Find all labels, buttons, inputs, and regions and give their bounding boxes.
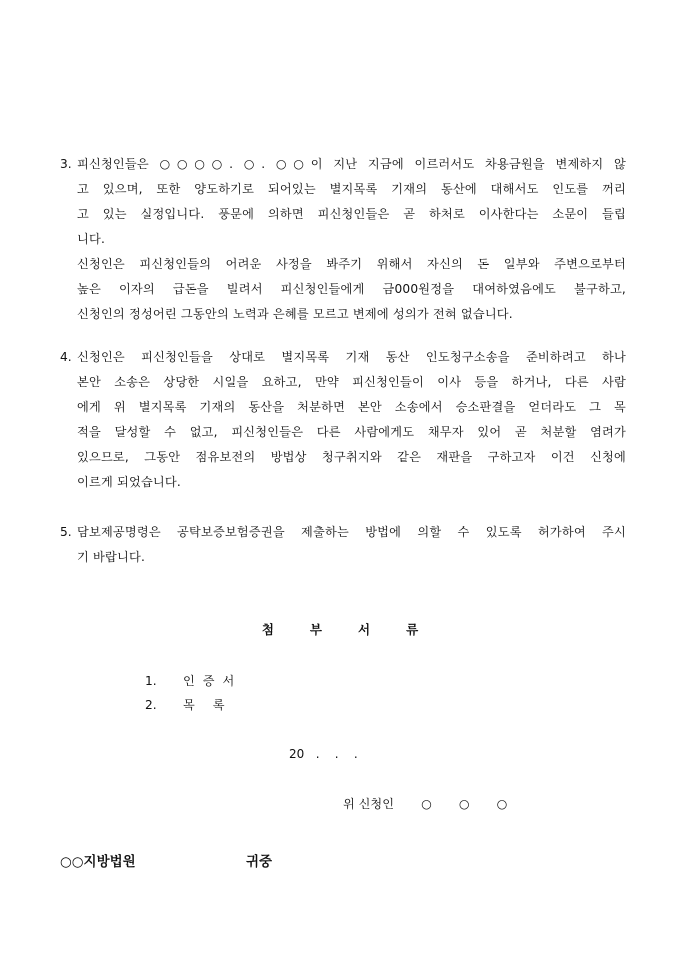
text-line: 담보제공명령은 공탁보증보험증권을 제출하는 방법에 의할 수 있도록 허가하여 주시 xyxy=(77,525,626,539)
section-4 xyxy=(60,345,626,495)
attachment-label: 인증서 xyxy=(183,674,243,688)
section-5 xyxy=(60,520,626,570)
text-line: 높은 이자의 급돈을 빌려서 피신청인들에게 금000원정을 대여하였음에도 불구하고, xyxy=(77,282,626,296)
date-line: 20 . . . xyxy=(289,747,358,761)
text-line: 본안 소송은 상당한 시일을 요하고, 만약 피신청인들이 이사 등을 하거나, 다른 사람 xyxy=(77,375,626,389)
court-suffix: 귀중 xyxy=(246,854,273,870)
applicant-signature-line: 위 신청인 ○ ○ ○ xyxy=(343,797,508,811)
section-5-body xyxy=(77,520,626,570)
section-3-body xyxy=(77,152,626,252)
text-line: 신청인은 피신청인들을 상대로 별지목록 기재 동산 인도청구소송을 준비하려고 하나 xyxy=(77,350,626,364)
text-line: 피신청인들은 ○○○○. ○. ○○이 지난 지금에 이르러서도 차용금원을 변제하지 않 xyxy=(77,157,626,171)
court-name: ○○지방법원 xyxy=(60,854,136,870)
text-line: 신청인의 정성어린 그동안의 노력과 은혜를 모르고 변제에 성의가 전혀 없습니다. xyxy=(77,307,513,321)
attachment-item xyxy=(145,672,242,689)
section-number: 3. xyxy=(60,157,72,171)
text-line: 신청인은 피신청인들의 어려운 사정을 봐주기 위해서 자신의 돈 일부와 주변으로부터 xyxy=(77,257,626,271)
attachment-number: 2. xyxy=(145,698,157,712)
text-line: 이르게 되었습니다. xyxy=(77,475,181,489)
text-line: 기 바랍니다. xyxy=(77,550,146,564)
text-line: 고 있는 실정입니다. 풍문에 의하면 피신청인들은 곧 하처로 이사한다는 소문이 들립 xyxy=(77,207,626,221)
attachment-label: 목록 xyxy=(183,698,243,712)
text-line: 적을 달성할 수 없고, 피신청인들은 다른 사람에게도 채무자 있어 곧 처분할 염려가 xyxy=(77,425,626,439)
text-line: 에게 위 별지목록 기재의 동산을 처분하면 본안 소송에서 승소판결을 얻더라도 그 목 xyxy=(77,400,626,414)
section-3-paragraph-2 xyxy=(77,252,626,327)
attachments-title: 첨부서류 xyxy=(261,622,455,637)
attachment-number: 1. xyxy=(145,674,157,688)
text-line: 고 있으며, 또한 양도하기로 되어있는 별지목록 기재의 동산에 대해서도 인도를 꺼리 xyxy=(77,182,626,196)
section-number: 4. xyxy=(60,350,72,364)
section-number: 5. xyxy=(60,525,72,539)
text-line: 있으므로, 그동안 점유보전의 방법상 청구취지와 같은 재판을 구하고자 이건 신청에 xyxy=(77,450,626,464)
section-3 xyxy=(60,152,626,252)
section-4-body xyxy=(77,345,626,495)
text-line: 니다. xyxy=(77,232,106,246)
attachment-item xyxy=(145,696,243,713)
